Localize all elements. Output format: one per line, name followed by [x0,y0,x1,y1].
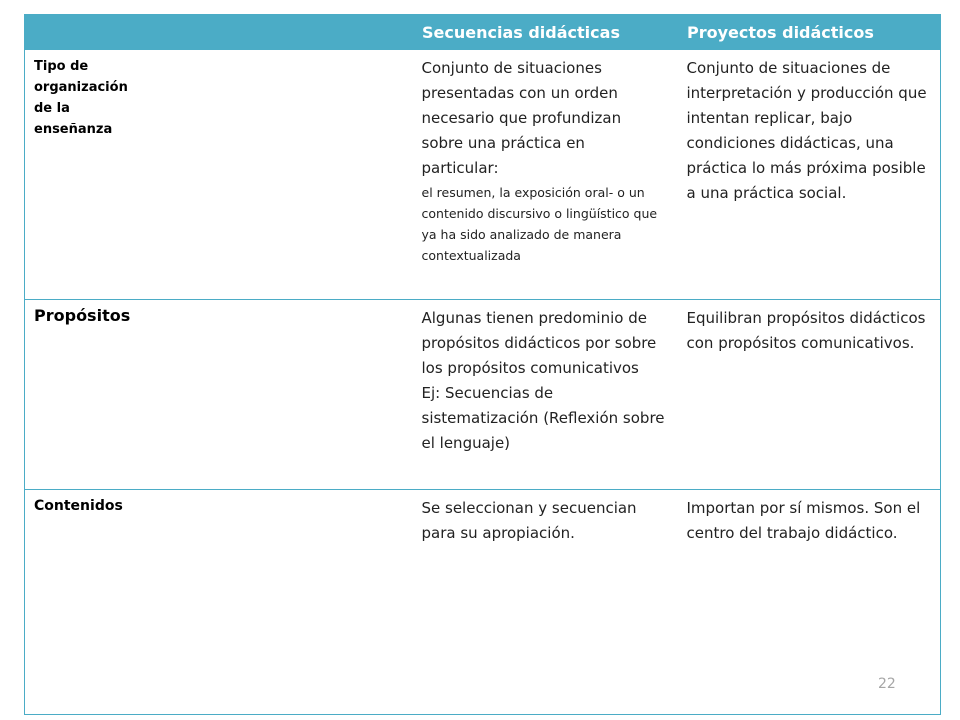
table-row [25,490,941,715]
secuencias-text: Se seleccionan y secuencian para su apropiación. [421,499,637,542]
secuencias-example: Ej: Secuencias de sistematización (Reflexión sobre el lenguaje) [421,384,665,452]
row-label: Propósitos [34,306,131,325]
comparison-table [24,14,941,715]
secuencias-cell [412,490,677,715]
secuencias-cell [412,50,677,300]
proyectos-cell [677,300,941,490]
header-proyectos: Proyectos didácticos [677,14,941,50]
header-blank-cell [25,14,412,50]
secuencias-detail: el resumen, la exposición oral- o un contenido discursivo o lingüístico que ya ha sido analizado de manera contextualizada [421,185,658,263]
row-label-cell [25,490,412,715]
proyectos-text: Equilibran propósitos didácticos con propósitos comunicativos. [686,309,926,352]
proyectos-cell [677,50,941,300]
secuencias-text: Algunas tienen predominio de propósitos didácticos por sobre los propósitos comunicativos [421,309,657,377]
row-label-cell [25,50,412,300]
row-label: Tipo de organización de la enseñanza [34,59,128,137]
proyectos-text: Importan por sí mismos. Son el centro del trabajo didáctico. [686,499,921,542]
proyectos-cell [677,490,941,715]
row-label: Contenidos [34,498,123,514]
row-label-cell [25,300,412,490]
table-header [25,14,941,50]
table-row [25,50,941,300]
header-secuencias: Secuencias didácticas [412,14,677,50]
page-number: 22 [878,676,896,692]
proyectos-text: Conjunto de situaciones de interpretación y producción que intentan replicar, bajo condiciones didácticas, una práctica lo más próxima posible a una práctica social. [686,59,927,202]
secuencias-cell [412,300,677,490]
secuencias-text: Conjunto de situaciones presentadas con un orden necesario que profundizan sobre una práctica en particular: [421,59,622,177]
header-row [25,14,941,50]
table-row [25,300,941,490]
